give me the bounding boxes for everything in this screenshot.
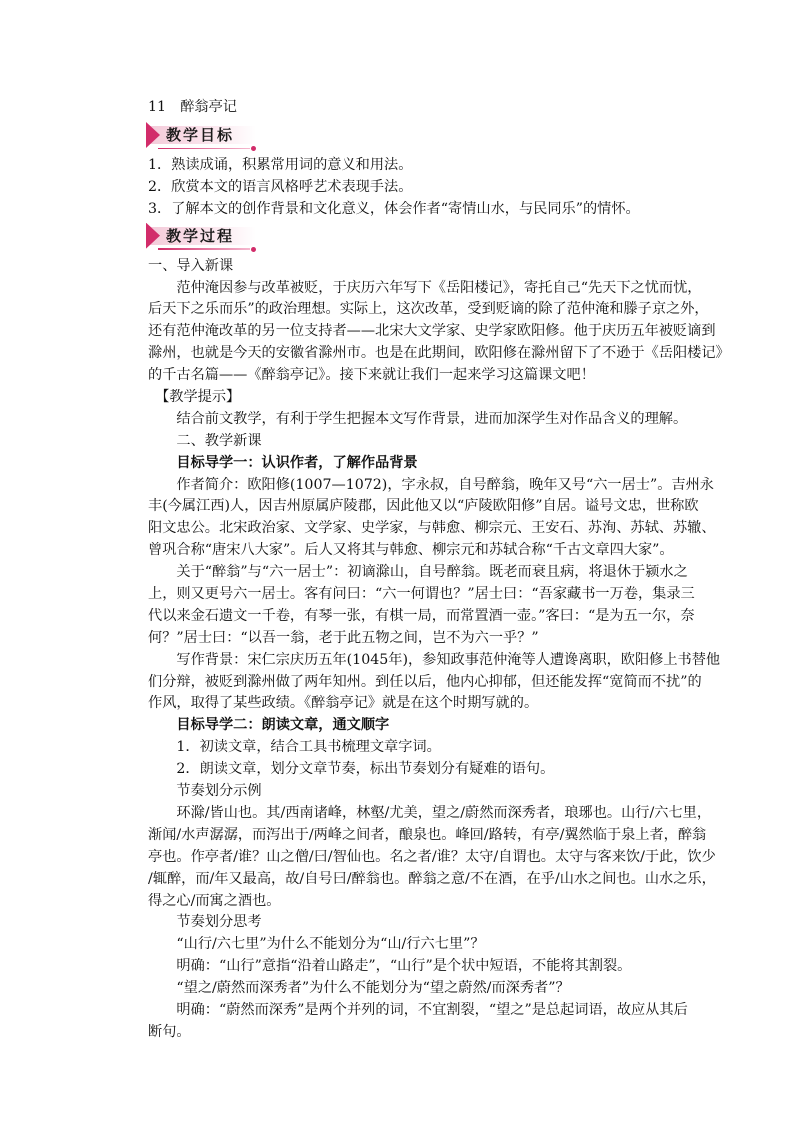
- paragraph-line: 阳文忠公。北宋政治家、文学家、史学家，与韩愈、柳宗元、王安石、苏洵、苏轼、苏辙、: [148, 520, 716, 537]
- objective-item: 3．了解本文的创作背景和文化意义，体会作者“寄情山水，与民同乐”的情怀。: [148, 200, 640, 217]
- heading-new-lesson: 二、教学新课: [148, 432, 262, 449]
- paragraph-line: 渐闻/水声潺潺，而泻出于/两峰之间者，酿泉也。峰回/路转，有亭/翼然临于泉上者，醉翁: [148, 826, 707, 843]
- paragraph-line: 们分辩，被贬到滁州做了两年知州。到任以后，他内心抑郁，但还能发挥“宽简而不扰”的: [148, 673, 702, 690]
- lesson-title: 11 醉翁亭记: [148, 99, 237, 115]
- paragraph-line: /辄醉，而/年又最高，故/自号曰/醉翁也。醉翁之意/不在酒，在乎/山水之间也。山水之乐，: [148, 870, 716, 887]
- process-body: [148, 256, 730, 1044]
- section-banner-objectives: [146, 122, 258, 149]
- goal-heading-2: 目标导学二：朗读文章，通文顺字: [148, 717, 390, 734]
- teaching-tip-label: 【教学提示】: [148, 389, 241, 406]
- section-heading-process: 教学过程: [166, 226, 235, 245]
- paragraph-line: 后天下之乐而乐”的政治理想。实际上，这次改革，受到贬谪的除了范仲淹和滕子京之外，: [148, 301, 709, 318]
- paragraph-line: 1．初读文章，结合工具书梳理文章字词。: [148, 739, 441, 756]
- paragraph-line: 关于“醉翁”与“六一居士”：初谪滁山，自号醉翁。既老而衰且病，将退休于颍水之: [148, 564, 688, 581]
- paragraph-line: 明确：“山行”意指“沿着山路走”，“山行”是个状中短语，不能将其割裂。: [148, 958, 632, 975]
- banner-dot-icon: [251, 146, 256, 151]
- paragraph-line: 结合前文教学，有利于学生把握本文写作背景，进而加深学生对作品含义的理解。: [148, 410, 688, 427]
- document-page: [148, 95, 730, 1044]
- subheading-rhythm-thinking: 节奏划分思考: [148, 914, 262, 931]
- objective-item: 1．熟读成诵，积累常用词的意义和用法。: [148, 157, 413, 173]
- paragraph-line: “山行/六七里”为什么不能划分为“山/行六七里”？: [148, 936, 485, 953]
- paragraph-line: “望之/蔚然而深秀者”为什么不能划分为“望之蔚然/而深秀者”？: [148, 980, 570, 997]
- paragraph-line: 得之心/而寓之酒也。: [148, 892, 281, 909]
- objective-item: 2．欣赏本文的语言风格呼艺术表现手法。: [148, 178, 413, 195]
- paragraph-line: 写作背景：宋仁宗庆历五年(1045年)，参知政事范仲淹等人遭谗离职，欧阳修上书替他: [148, 651, 721, 668]
- objectives-list: [148, 155, 648, 221]
- banner-underline: [158, 148, 250, 150]
- paragraph-line: 曾巩合称“唐宋八大家”。后人又将其与韩愈、柳宗元和苏轼合称“千古文章四大家”。: [148, 542, 674, 559]
- banner-underline: [158, 248, 250, 250]
- paragraph-line: 作风，取得了某些政绩。《醉翁亭记》就是在这个时期写就的。: [148, 695, 539, 712]
- paragraph-line: 上，则又更号六一居士。客有问曰：“六一何谓也？”居士曰：“吾家藏书一万卷，集录三: [148, 586, 695, 603]
- banner-dot-icon: [251, 247, 256, 252]
- paragraph-line: 亭也。作亭者/谁？山之僧/曰/智仙也。名之者/谁？太守/自谓也。太守与客来饮/于此，饮少: [148, 848, 716, 865]
- paragraph-line: 明确：“蔚然而深秀”是两个并列的词，不宜割裂，“望之”是总起词语，故应从其后: [148, 1001, 688, 1018]
- subheading-rhythm-example: 节奏划分示例: [148, 783, 262, 800]
- section-banner-process: [146, 223, 258, 250]
- paragraph-line: 滁州，也就是今天的安徽省滁州市。也是在此期间，欧阳修在滁州留下了不逊于《岳阳楼记》: [148, 345, 730, 362]
- paragraph-line: 环滁/皆山也。其/西南诸峰，林壑/尤美，望之/蔚然而深秀者，琅琊也。山行/六七里，: [148, 804, 712, 821]
- paragraph-line: 代以来金石遗文一千卷，有琴一张，有棋一局，而常置酒一壶。”客曰：“是为五一尔，奈: [148, 607, 695, 624]
- paragraph-line: 作者简介：欧阳修(1007—1072)，字永叔，自号醉翁，晚年又号“六一居士”。吉州永: [148, 476, 714, 493]
- paragraph-line: 的千古名篇——《醉翁亭记》。接下来就让我们一起来学习这篇课文吧！: [148, 367, 595, 384]
- paragraph-line: 2．朗读文章，划分文章节奏，标出节奏划分有疑难的语句。: [148, 761, 555, 778]
- paragraph-line: 还有范仲淹改革的另一位支持者——北宋大文学家、史学家欧阳修。他于庆历五年被贬谪到: [148, 323, 716, 340]
- heading-intro: 一、导入新课: [148, 257, 234, 274]
- goal-heading-1: 目标导学一：认识作者，了解作品背景: [148, 454, 418, 471]
- paragraph-line: 范仲淹因参与改革被贬，于庆历六年写下《岳阳楼记》，寄托自己“先天下之忧而忧，: [148, 279, 702, 296]
- paragraph-line: 何？”居士曰：“以吾一翁，老于此五物之间，岂不为六一乎？”: [148, 629, 539, 646]
- paragraph-line: 丰(今属江西)人，因吉州原属庐陵郡，因此他又以“庐陵欧阳修”自居。谥号文忠，世称欧: [148, 498, 699, 515]
- paragraph-line: 断句。: [148, 1023, 191, 1040]
- section-heading-objectives: 教学目标: [166, 126, 235, 144]
